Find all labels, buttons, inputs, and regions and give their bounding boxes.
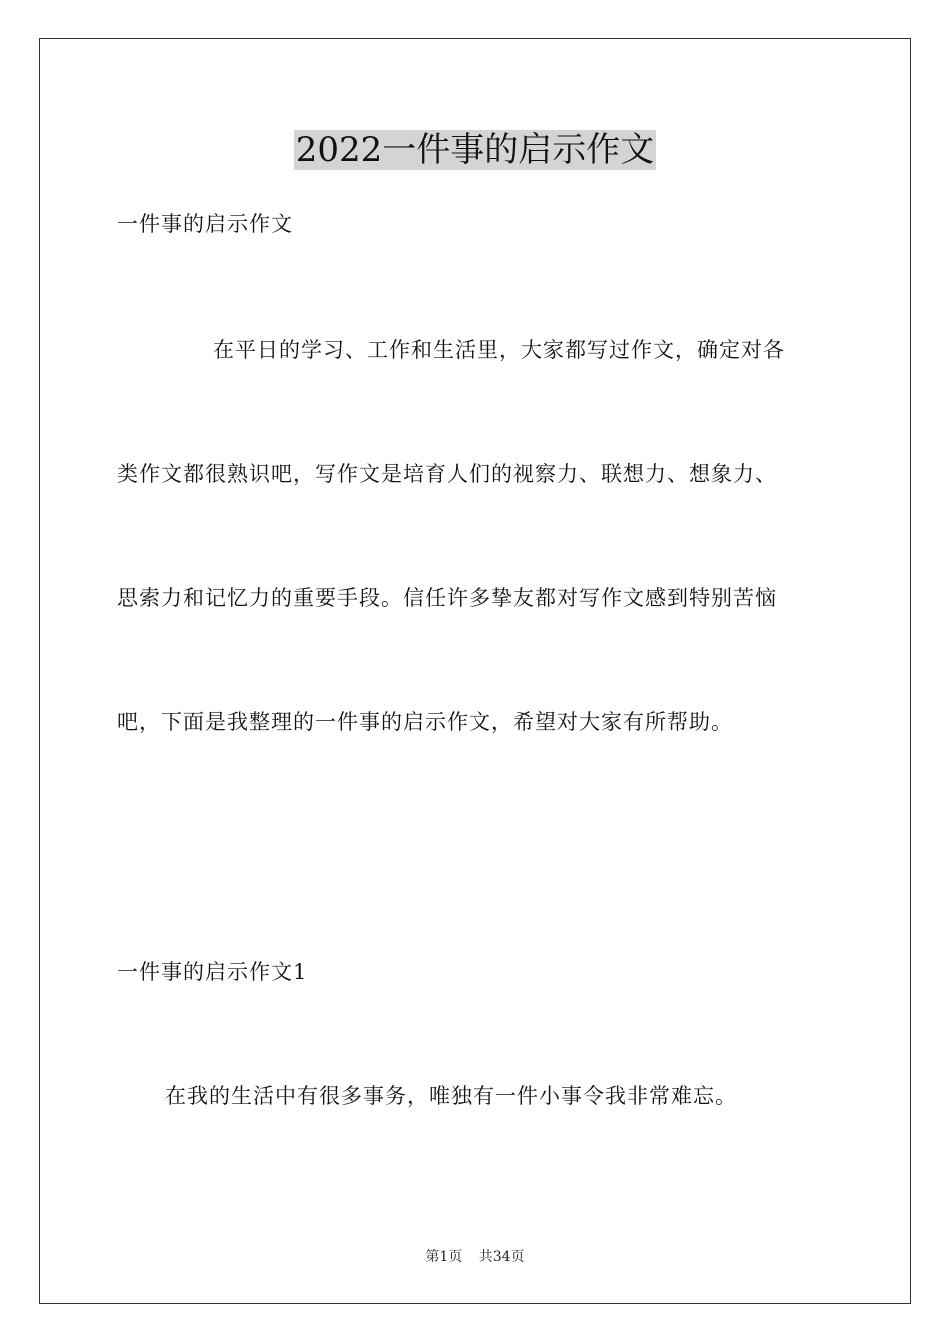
intro-line-1: 在平日的学习、工作和生活里，大家都写过作文，确定对各 [213, 338, 785, 362]
document-title-text: 2022一件事的启示作文 [295, 130, 655, 170]
page-number: 第1页 [425, 1249, 463, 1265]
intro-line-4: 吧，下面是我整理的一件事的启示作文，希望对大家有所帮助。 [117, 710, 733, 734]
section-paragraph-line-1: 在我的生活中有很多事务，唯独有一件小事令我非常难忘。 [165, 1084, 737, 1108]
document-title [0, 128, 950, 172]
document-subtitle: 一件事的启示作文 [117, 212, 293, 236]
section-heading: 一件事的启示作文1 [117, 960, 308, 984]
page-footer [0, 1248, 950, 1266]
intro-line-2: 类作文都很熟识吧，写作文是培育人们的视察力、联想力、想象力、 [117, 462, 777, 486]
intro-line-3: 思索力和记忆力的重要手段。信任许多挚友都对写作文感到特别苦恼 [117, 586, 777, 610]
page-total: 共34页 [478, 1249, 525, 1265]
